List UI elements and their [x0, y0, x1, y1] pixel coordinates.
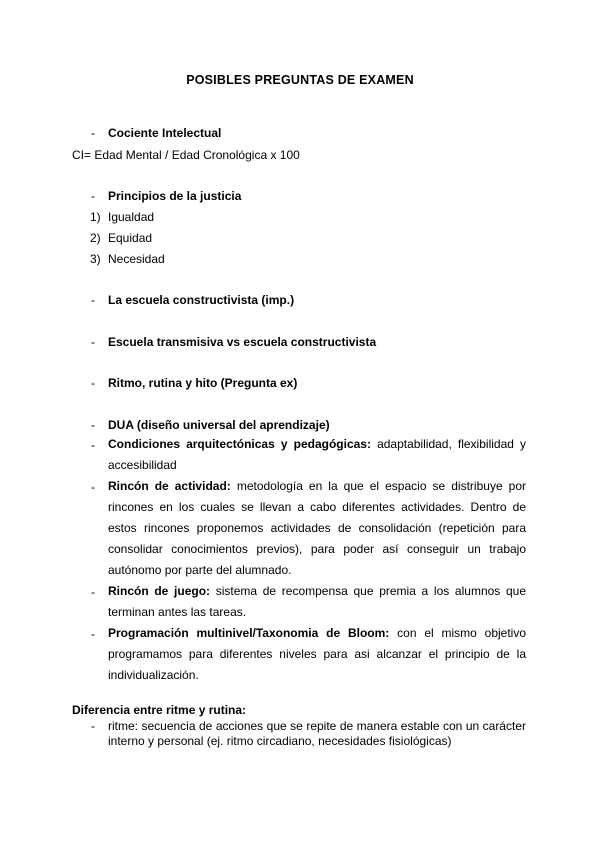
bullet-dash: -: [91, 438, 95, 452]
list-item-necesidad: Necesidad: [108, 252, 165, 266]
list-item-ritme: ritme: secuencia de acciones que se repite de manera estable con un carácter interno y personal (ej. ritmo circadiano, necesidades fisiológicas): [108, 719, 526, 748]
list-number: 3): [90, 252, 101, 266]
heading-principios-justicia: Principios de la justicia: [108, 189, 242, 203]
formula-ci: CI= Edad Mental / Edad Cronológica x 100: [72, 148, 300, 162]
text-programacion: con el mismo objetivo programamos para diferentes niveles para asi alcanzar el principio de la individualización.: [108, 626, 527, 682]
text-condiciones: adaptabilidad, flexibilidad y accesibilidad: [108, 437, 526, 472]
bullet-dash: -: [91, 585, 95, 599]
term-programacion: Programación multinivel/Taxonomia de Bloom:: [108, 626, 390, 640]
definition-rincon-actividad: [108, 476, 526, 581]
heading-dua: DUA (diseño universal del aprendizaje): [108, 418, 330, 432]
term-condiciones: Condiciones arquitectónicas y pedagógicas:: [108, 437, 371, 451]
list-item-equidad: Equidad: [108, 231, 153, 245]
list-number: 2): [90, 231, 101, 245]
bullet-dash: -: [91, 627, 95, 641]
definition-programacion-multinivel: [108, 623, 526, 686]
bullet-dash: -: [91, 480, 95, 494]
text-rincon-actividad: metodología en la que el espacio se distribuye por rincones en los cuales se llevan a cabo diferentes actividades. Dentro de estos rincones proponemos actividades de consolidación (repetición para consolidar conocimientos previos), para poder así conseguir un trabajo autónomo por parte del alumnado.: [108, 479, 526, 577]
heading-ritmo-rutina-hito: Ritmo, rutina y hito (Pregunta ex): [108, 376, 298, 390]
text-rincon-juego: sistema de recompensa que premia a los alumnos que terminan antes las tareas.: [108, 584, 526, 619]
heading-escuela-constructivista: La escuela constructivista (imp.): [108, 293, 295, 307]
page-title: POSIBLES PREGUNTAS DE EXAMEN: [186, 73, 414, 87]
bullet-dash: -: [91, 189, 95, 203]
bullet-dash: -: [91, 293, 95, 307]
heading-transmisiva-vs-constructivista: Escuela transmisiva vs escuela constructivista: [108, 335, 377, 349]
bullet-dash: -: [91, 418, 95, 432]
bullet-dash: -: [91, 719, 95, 733]
bullet-dash: -: [91, 126, 95, 140]
list-item-igualdad: Igualdad: [108, 210, 155, 224]
heading-cociente-intelectual: Cociente Intelectual: [108, 126, 222, 140]
bullet-dash: -: [91, 335, 95, 349]
term-rincon-actividad: Rincón de actividad:: [108, 479, 231, 493]
bullet-dash: -: [91, 376, 95, 390]
definition-condiciones: [108, 434, 526, 476]
heading-diferencia-ritme-rutina: Diferencia entre ritme y rutina:: [72, 703, 247, 717]
list-number: 1): [90, 210, 101, 224]
definition-rincon-juego: [108, 581, 526, 623]
term-rincon-juego: Rincón de juego:: [108, 584, 211, 598]
